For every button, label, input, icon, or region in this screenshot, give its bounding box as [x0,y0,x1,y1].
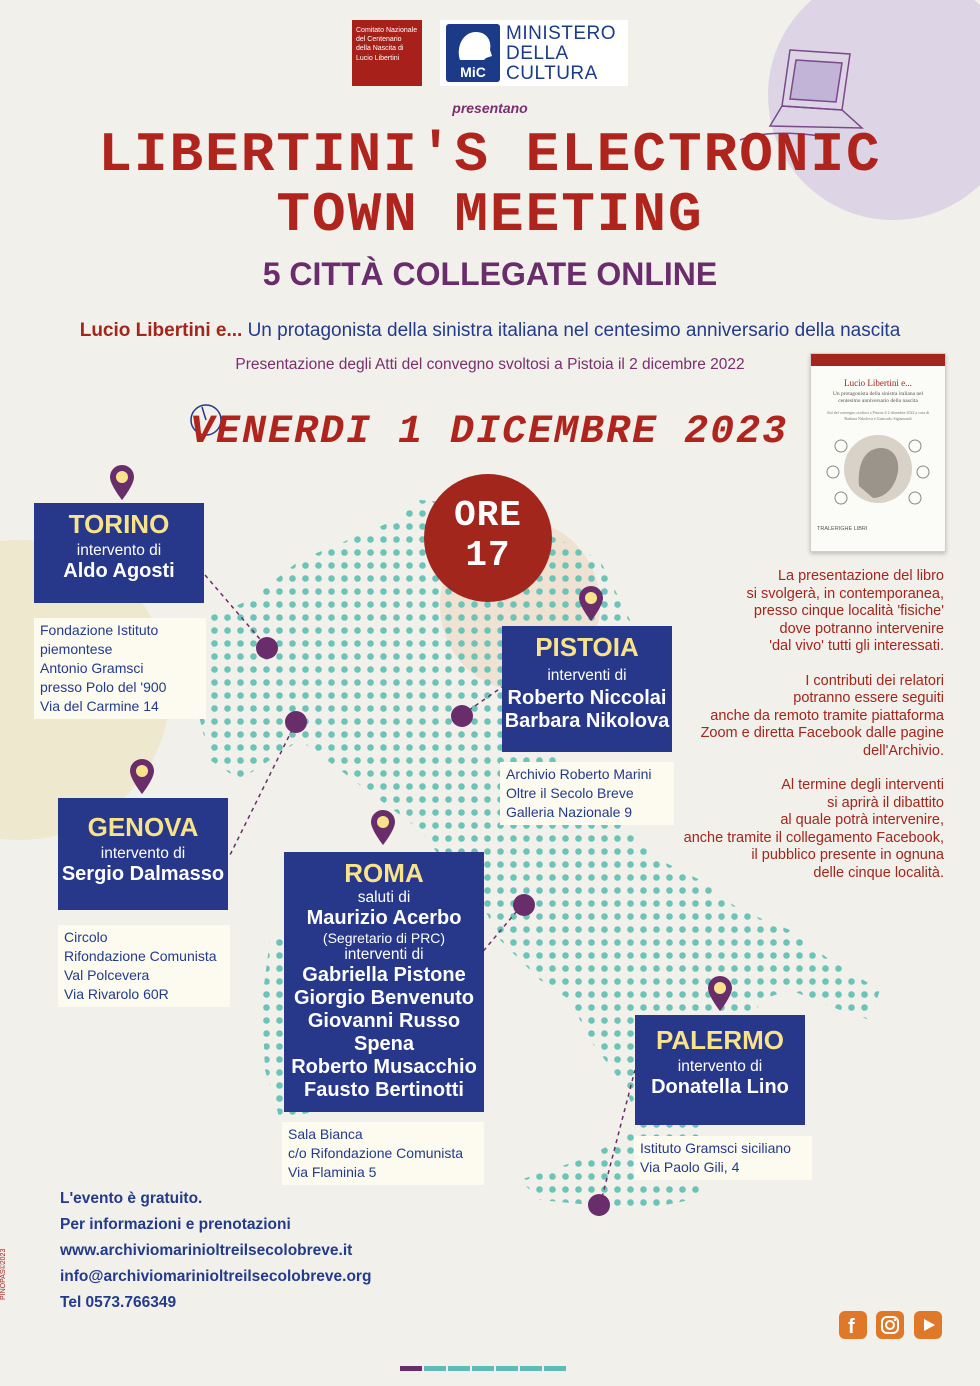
progress-segment [424,1366,446,1371]
info-paragraph: I contributi dei relatori potranno essere seguiti anche da remoto tramite piattaforma Zoom e diretta Facebook dalle pagine dell'Archivio. [700,672,944,759]
page-progress [400,1358,568,1376]
email-link[interactable]: info@archiviomarinioltreilsecolobreve.org [60,1268,372,1285]
address-line: Antonio Gramsci [40,660,144,676]
address-line: Istituto Gramsci siciliano [640,1140,791,1156]
palermo-name: PALERMO [655,1025,785,1055]
tagline-rest: Un protagonista della sinistra italiana nel centesimo anniversario della nascita [242,320,901,341]
address-line: Archivio Roberto Marini [506,766,652,782]
torino-pin-icon [108,463,136,501]
website-link[interactable]: www.archiviomarinioltreilsecolobreve.it [60,1242,353,1259]
genova-speaker: Sergio Dalmasso [61,863,225,885]
svg-text:f: f [848,1316,855,1338]
address-line: Circolo [64,929,108,945]
tagline-lead: Lucio Libertini e... [79,320,243,341]
roma-name: ROMA [344,858,424,888]
book-note: Atti del convegno svoltosi a Pistoia il 2 dicembre 2022 a cura di Barbara Nikolova e Giancarlo Sigismondi [826,410,930,421]
address-line: Rifondazione Comunista [64,948,217,964]
address-line: Oltre il Secolo Breve [506,785,634,801]
committee-logo-text: Comitato Nazionale del Centenario della Nascita di Lucio Libertini [356,27,418,62]
book-cover [810,353,946,552]
main-title-line1: LIBERTINI'S ELECTRONIC [98,123,882,187]
progress-segment [544,1366,566,1371]
committee-logo [352,20,422,86]
roma-greeter-role: (Segretario di PRC) [322,930,446,946]
address-line: c/o Rifondazione Comunista [288,1145,464,1161]
book-publisher: TRALERIGHE LIBRI [817,526,868,532]
genova-card [58,798,228,910]
time-badge [424,474,552,602]
genova-pin-icon [128,757,156,795]
atti-description: Presentazione degli Atti del convegno svoltosi a Pistoia il 2 dicembre 2022 [235,356,745,373]
ministry-name-line1: MINISTERO [506,23,617,44]
genova-map-dot [285,711,307,733]
facebook-icon[interactable] [839,1311,867,1339]
pistoia-address [500,762,674,825]
ministry-name [506,24,616,84]
palermo-card [635,1015,805,1125]
ministry-name-line2: DELLA [506,43,569,64]
roma-map-dot [513,894,535,916]
info-paragraph: La presentazione del libro si svolgerà, in contemporanea, presso cinque località 'fisiche' dove potranno intervenire 'dal vivo' tutti gli interessati. [746,568,944,654]
book-top-band [811,354,945,366]
genova-name: GENOVA [87,812,199,842]
torino-speaker: Aldo Agosti [63,560,175,582]
genova-sub-label: intervento di [100,845,186,862]
roma-speaker: Gabriella Pistone [302,964,466,986]
progress-segment [496,1366,518,1371]
palermo-speaker: Donatella Lino [651,1076,789,1098]
contact-info [60,1186,371,1316]
ministry-abbreviation: MiC [460,64,486,80]
torino-name: TORINO [68,509,170,539]
design-credit: PINOPAS©2023 [0,1248,7,1300]
presentano-label: presentano [452,100,528,116]
event-date: VENERDI 1 DICEMBRE 2023 [190,410,789,455]
address-line: Via Flaminia 5 [288,1164,377,1180]
roma-sub-label: interventi di [344,946,424,963]
progress-segment [400,1366,422,1371]
address-line: piemontese [40,641,113,657]
progress-segment [472,1366,494,1371]
ministry-name-line3: CULTURA [506,63,598,84]
progress-segment [448,1366,470,1371]
pistoia-speaker: Barbara Nikolova [504,710,670,732]
torino-map-dot [256,637,278,659]
pistoia-map-dot [451,705,473,727]
genova-address [58,925,230,1007]
roma-greetings-label: saluti di [357,889,411,906]
book-subtitle: Un protagonista della sinistra italiana nel centesimo anniversario della nascita [832,391,924,404]
address-line: Via Rivarolo 60R [64,986,169,1002]
address-line: Sala Bianca [288,1126,363,1142]
address-line: Via Paolo Gili, 4 [640,1159,740,1175]
ministry-of-culture-logo [440,20,628,86]
roma-address [282,1122,484,1185]
torino-card [34,503,204,603]
palermo-address [634,1136,812,1180]
book-title: Lucio Libertini e... [844,378,912,388]
palermo-pin-icon [706,974,734,1012]
tagline [0,320,980,342]
roma-speaker: Giorgio Benvenuto [294,987,474,1009]
info-label: Per informazioni e prenotazioni [60,1216,291,1233]
instagram-icon[interactable] [876,1311,904,1339]
palermo-map-dot [588,1194,610,1216]
roma-speaker: Roberto Musacchio [291,1056,477,1078]
address-line: Fondazione Istituto [40,622,159,638]
main-title-line2: TOWN MEETING [276,183,704,247]
roma-speaker: Giovanni Russo Spena [307,1010,461,1055]
time-hour: 17 [465,535,511,576]
event-info-text [660,568,944,899]
torino-address [34,618,206,719]
pistoia-pin-icon [577,584,605,622]
book-portrait-icon [821,424,935,510]
pistoia-name: PISTOIA [535,632,639,662]
address-line: presso Polo del '900 [40,679,167,695]
free-event-note: L'evento è gratuito. [60,1190,203,1207]
info-paragraph: Al termine degli interventi si aprirà il dibattito al quale potrà intervenire, anche tramite il collegamento Facebook, il pubblico presente in ognuna delle cinque località. [683,777,944,881]
address-line: Galleria Nazionale 9 [506,804,633,820]
roma-pin-icon [369,808,397,846]
time-label: ORE [454,495,522,536]
torino-sub-label: intervento di [76,542,162,559]
phone-number: Tel 0573.766349 [60,1294,177,1311]
ministry-emblem [446,24,500,82]
roma-card [284,852,484,1112]
pistoia-sub-label: interventi di [547,667,627,684]
pistoia-speaker: Roberto Niccolai [507,687,667,709]
pistoia-card [502,626,672,752]
subtitle: 5 CITTÀ COLLEGATE ONLINE [262,256,718,292]
address-line: Via del Carmine 14 [40,698,159,714]
palermo-sub-label: intervento di [677,1058,763,1075]
head-profile-icon [446,24,500,64]
address-line: Val Polcevera [64,967,150,983]
roma-greeter: Maurizio Acerbo [306,907,462,929]
progress-segment [520,1366,542,1371]
roma-speaker: Fausto Bertinotti [304,1079,464,1101]
youtube-icon[interactable] [914,1311,942,1339]
